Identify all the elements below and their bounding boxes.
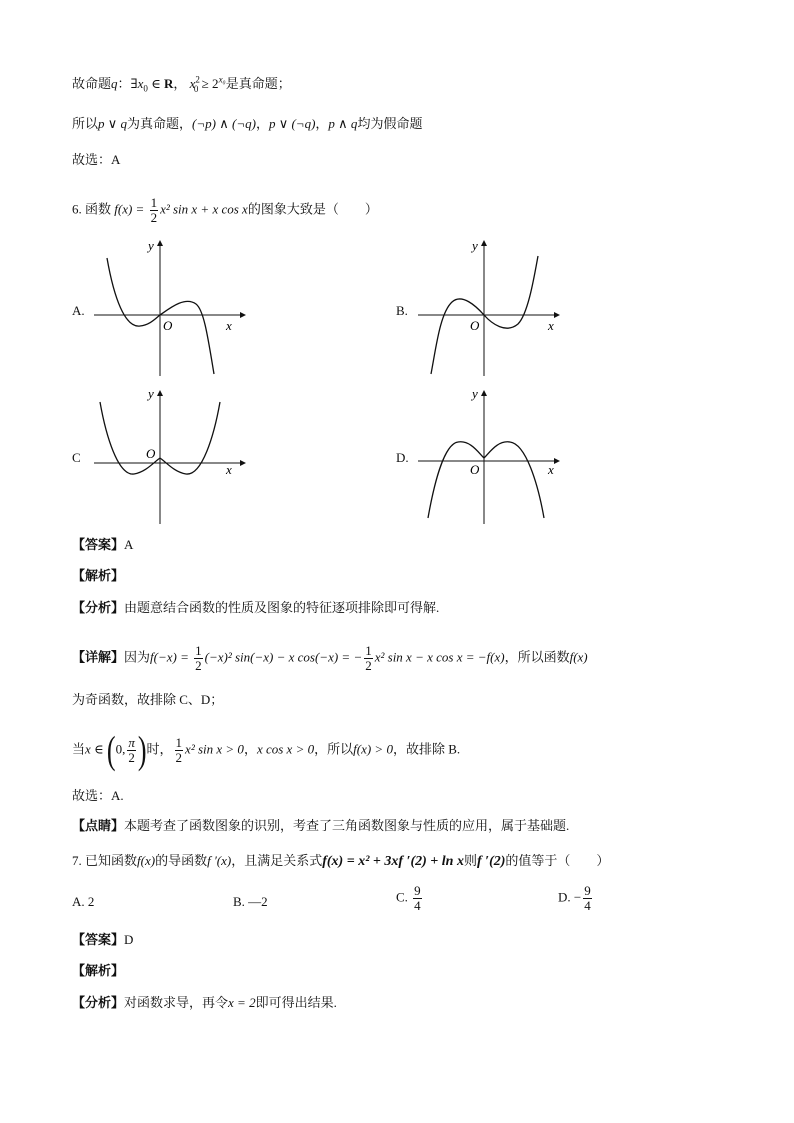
math: f ′(2): [476, 854, 506, 869]
graph-label-b: B.: [396, 303, 408, 318]
numerator: 9: [584, 883, 591, 898]
prev-line-1: [72, 74, 291, 94]
x-arrow: [240, 460, 246, 466]
denominator: 2: [195, 658, 202, 673]
graph-d-svg: [414, 388, 574, 528]
option-letter: C.: [396, 889, 408, 905]
numerator: 9: [414, 883, 421, 898]
y-arrow: [481, 240, 487, 246]
math: ∈: [147, 76, 164, 91]
denominator: 2: [128, 750, 135, 765]
math: f(x) = x² + 3xf ′(2) + ln x: [322, 854, 464, 869]
prev-choose: 故选：A: [72, 152, 121, 167]
q7-fenxi: [72, 993, 337, 1013]
q7-option-b: B. —2: [233, 894, 268, 909]
graph-a: [90, 238, 250, 382]
text: 时，: [146, 741, 173, 757]
graph-a-svg: [90, 238, 250, 378]
answer-tag: 【答案】: [72, 932, 125, 947]
fraction: [413, 884, 422, 913]
math: x: [189, 76, 196, 91]
y-arrow: [157, 390, 163, 396]
fenxi-tag: 【分析】: [72, 600, 125, 615]
text: 7. 已知函数: [72, 853, 138, 868]
math: f(x) > 0: [353, 741, 393, 757]
math: p ∨ (¬q): [268, 116, 316, 131]
curve: [428, 442, 544, 518]
text: 故命题: [72, 76, 112, 91]
math: q: [111, 76, 118, 91]
origin-label: O: [470, 462, 480, 477]
y-label: y: [148, 238, 154, 253]
graph-b: [414, 238, 574, 382]
math: p ∧ q: [328, 116, 358, 131]
text: ，: [255, 116, 269, 131]
text: 因为: [124, 649, 151, 665]
math: f(x) =: [114, 201, 148, 217]
denominator: 4: [414, 898, 421, 913]
y-label: y: [148, 386, 154, 401]
graph-label-d: D.: [396, 450, 409, 465]
math: f(x): [137, 853, 156, 868]
x-label: x: [548, 462, 554, 477]
option-letter: D.: [558, 889, 571, 905]
y-arrow: [157, 240, 163, 246]
math: ∃x: [130, 76, 144, 91]
math: x cos x > 0: [256, 741, 315, 757]
q6-answer: [72, 535, 133, 555]
math: x² sin x + x cos x: [160, 201, 248, 217]
q6-when: [72, 728, 461, 772]
x-arrow: [240, 312, 246, 318]
graph-b-svg: [414, 238, 574, 378]
origin-label: O: [163, 318, 173, 333]
q7-analysis-tag: 【解析】: [72, 963, 125, 978]
graph-d: [414, 388, 574, 532]
graph-c-svg: [90, 388, 250, 528]
q6-detail-2: 为奇函数，故排除 C、D；: [72, 692, 224, 707]
math: p ∨ q: [98, 116, 128, 131]
numerator: 1: [365, 643, 372, 658]
math: x² sin x > 0: [185, 741, 244, 757]
detail-tag: 【详解】: [72, 649, 125, 665]
math: R: [163, 76, 174, 91]
q7-stem: [72, 851, 609, 872]
x-label: x: [226, 318, 232, 333]
text: ，故排除 B.: [392, 741, 461, 757]
math: 2: [195, 74, 200, 85]
q7-option-c: [396, 884, 424, 913]
origin-label: O: [470, 318, 480, 333]
math: x = 2: [228, 995, 256, 1010]
origin-label: O: [146, 446, 156, 461]
text: 是真命题；: [225, 76, 291, 91]
fraction: [364, 644, 373, 673]
text: ，: [315, 116, 329, 131]
text: 则: [463, 853, 477, 868]
comment-text: 本题考查了函数图象的识别，考查了三角函数图象与性质的应用，属于基础题.: [124, 818, 570, 833]
text: ，所以函数: [504, 649, 570, 665]
numerator: π: [128, 735, 135, 750]
paren-right: ): [137, 728, 147, 772]
math: x² sin x − x cos x = −f(x): [374, 649, 505, 665]
y-label: y: [472, 386, 478, 401]
math: x₀: [218, 74, 226, 85]
denominator: 2: [175, 750, 183, 765]
text: 即可得出结果.: [255, 995, 337, 1010]
math: (−x)² sin(−x) − x cos(−x) = −: [204, 649, 363, 665]
denominator: 2: [365, 658, 372, 673]
graph-label-c: C: [72, 450, 81, 465]
fenxi-tag: 【分析】: [72, 995, 125, 1010]
numerator: 1: [150, 195, 158, 210]
denominator: 4: [584, 898, 591, 913]
q6-detail: [72, 644, 588, 673]
q6-comment: [72, 816, 569, 836]
prev-line-2: [72, 114, 422, 134]
q6-analysis-tag: 【解析】: [72, 568, 125, 583]
x-label: x: [548, 318, 554, 333]
q6-choose: 故选：A.: [72, 788, 124, 803]
numerator: 1: [175, 735, 183, 750]
text: 对函数求导，再令: [124, 995, 229, 1010]
q6-fenxi: [72, 598, 439, 618]
math: f(x): [569, 649, 588, 665]
math: (¬p) ∧ (¬q): [192, 116, 256, 131]
q7-option-d: [558, 884, 594, 913]
fraction: [127, 736, 136, 765]
text: ，: [173, 76, 187, 91]
math: 0: [143, 83, 148, 94]
text: 6. 函数: [72, 201, 112, 217]
text: 均为假命题: [357, 116, 423, 131]
minus-sign: −: [573, 889, 582, 905]
text: 当: [72, 741, 86, 757]
q6-stem: [72, 196, 378, 225]
numerator: 1: [195, 643, 202, 658]
fraction: [583, 884, 592, 913]
x-label: x: [226, 462, 232, 477]
fraction: [175, 736, 184, 765]
math: 0,: [115, 741, 126, 757]
x-arrow: [554, 458, 560, 464]
answer-value: D: [124, 932, 134, 947]
text: 为真命题，: [127, 116, 193, 131]
text: ，所以: [314, 741, 354, 757]
math: f ′(x): [207, 853, 232, 868]
text: ，: [243, 741, 257, 757]
math: f(−x) =: [150, 649, 193, 665]
text: ：: [117, 76, 131, 91]
fraction: [150, 196, 159, 225]
paren-left: (: [106, 728, 116, 772]
text: ，且满足关系式: [231, 853, 323, 868]
y-label: y: [472, 238, 478, 253]
graph-c: [90, 388, 250, 532]
fenxi-text: 由题意结合函数的性质及图象的特征逐项排除即可得解.: [124, 600, 440, 615]
q7-option-a: A. 2: [72, 894, 95, 909]
answer-value: A: [124, 537, 134, 552]
text: 所以: [72, 116, 99, 131]
math: x ∈: [85, 741, 107, 757]
text: 的导函数: [155, 853, 208, 868]
q7-answer: [72, 930, 133, 950]
graph-label-a: A.: [72, 303, 85, 318]
math: ≥ 2: [198, 76, 219, 91]
denominator: 2: [150, 210, 158, 225]
x-arrow: [554, 312, 560, 318]
math: 0: [193, 83, 199, 94]
text: 的图象大致是（ ）: [247, 201, 378, 217]
text: 的值等于（ ）: [505, 853, 610, 868]
comment-tag: 【点睛】: [72, 818, 125, 833]
y-arrow: [481, 390, 487, 396]
fraction: [194, 644, 203, 673]
answer-tag: 【答案】: [72, 537, 125, 552]
